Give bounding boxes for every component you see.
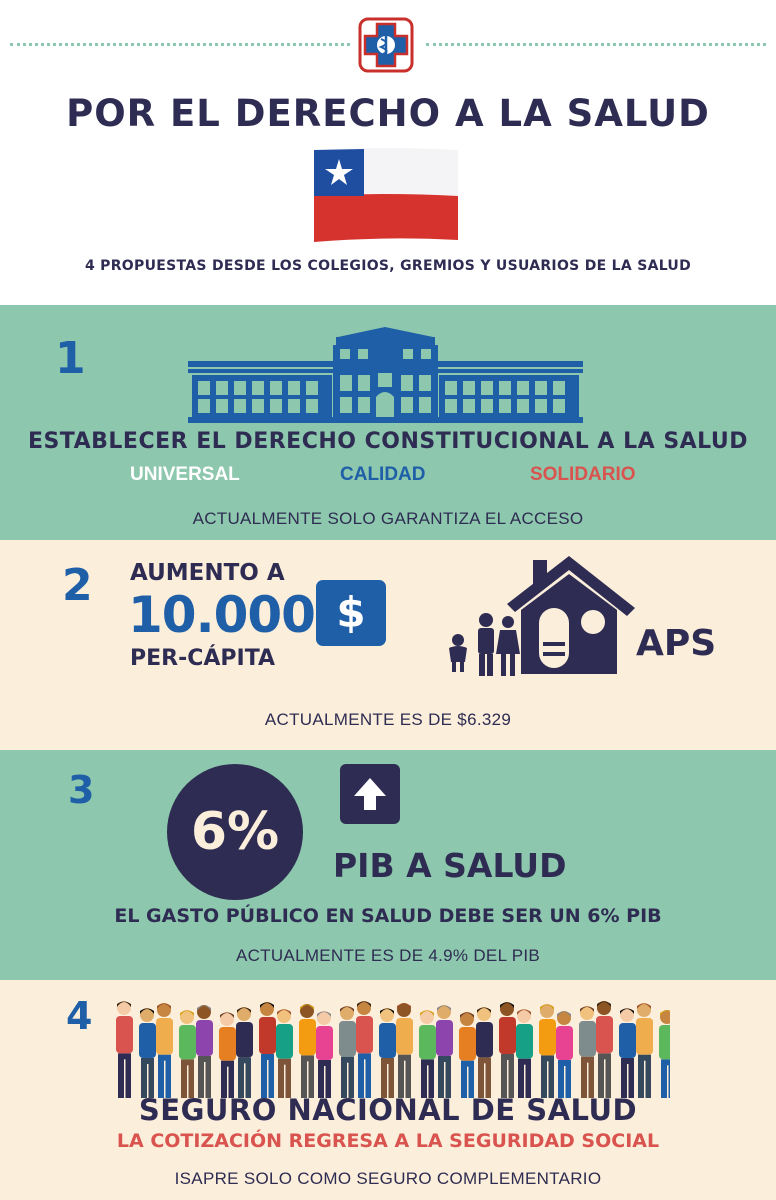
crowd-person-icon (579, 1006, 596, 1098)
proposal-4-subtitle: LA COTIZACIÓN REGRESA A LA SEGURIDAD SOCIAL (116, 1130, 660, 1152)
proposal-2-line3: PER-CÁPITA (130, 646, 276, 671)
proposal-4-title: SEGURO NACIONAL DE SALUD (138, 1093, 638, 1127)
crowd-person-icon (236, 1007, 253, 1098)
proposal-1-title: ESTABLECER EL DERECHO CONSTITUCIONAL A LA SALUD (27, 429, 749, 454)
crowd-person-icon (219, 1012, 236, 1098)
proposal-1-section (0, 305, 776, 540)
crowd-person-icon (396, 1003, 413, 1098)
proposal-3-label: PIB A SALUD (333, 846, 567, 885)
crowd-person-icon (116, 1001, 133, 1098)
aps-label: APS (636, 623, 717, 664)
proposal-4-section (0, 980, 776, 1200)
crowd-person-icon (316, 1011, 333, 1098)
tag-universal: UNIVERSAL (130, 464, 240, 485)
proposal-2-number: 2 (62, 560, 93, 611)
crowd-person-icon (459, 1012, 476, 1098)
crowd-person-icon (156, 1003, 173, 1098)
dotted-divider-right (426, 43, 766, 46)
crowd-icon (106, 992, 670, 1102)
proposal-3-note: ACTUALMENTE ES DE 4.9% DEL PIB (235, 946, 541, 965)
dotted-divider-left (10, 43, 350, 46)
crowd-person-icon (556, 1011, 573, 1098)
family-icon (444, 612, 524, 676)
crowd-person-icon (539, 1004, 556, 1098)
proposal-2-section (0, 540, 776, 750)
proposal-3-section (0, 750, 776, 980)
government-building-icon (188, 327, 583, 425)
page-title: POR EL DERECHO A LA SALUD (66, 92, 710, 135)
dollar-icon: $ (316, 580, 386, 646)
percent-circle: 6% (167, 764, 303, 900)
proposal-3-number: 3 (68, 768, 95, 812)
proposal-2-note: ACTUALMENTE ES DE $6.329 (264, 710, 512, 729)
proposal-1-note: ACTUALMENTE SOLO GARANTIZA EL ACCESO (192, 509, 584, 528)
crowd-person-icon (476, 1007, 493, 1098)
crowd-person-icon (179, 1010, 196, 1098)
crowd-person-icon (499, 1002, 516, 1098)
crowd-person-icon (139, 1008, 156, 1098)
proposal-4-note: ISAPRE SOLO COMO SEGURO COMPLEMENTARIO (174, 1169, 602, 1188)
chile-flag-icon (312, 146, 460, 244)
page-subtitle: 4 PROPUESTAS DESDE LOS COLEGIOS, GREMIOS Y USUARIOS DE LA SALUD (84, 258, 692, 274)
crowd-person-icon (356, 1001, 373, 1098)
crowd-person-icon (379, 1008, 396, 1098)
crowd-person-icon (419, 1010, 436, 1098)
crowd-person-icon (436, 1005, 453, 1098)
crowd-person-icon (619, 1008, 636, 1098)
proposal-2-amount: 10.000 (128, 586, 315, 644)
tag-solidario: SOLIDARIO (530, 464, 636, 485)
proposal-1-number: 1 (55, 333, 86, 384)
arrow-up-icon (340, 764, 400, 824)
crowd-person-icon (259, 1002, 276, 1098)
crowd-person-icon (659, 1010, 670, 1098)
crowd-person-icon (196, 1005, 213, 1098)
crowd-person-icon (516, 1009, 533, 1098)
tag-calidad: CALIDAD (340, 464, 426, 485)
medical-cross-logo-icon (357, 16, 415, 74)
crowd-person-icon (276, 1009, 293, 1098)
proposal-4-number: 4 (66, 994, 93, 1038)
crowd-person-icon (636, 1003, 653, 1098)
proposal-2-line1: AUMENTO A (130, 560, 285, 586)
proposal-3-statement: EL GASTO PÚBLICO EN SALUD DEBE SER UN 6% PIB (114, 905, 662, 927)
crowd-person-icon (596, 1001, 613, 1098)
crowd-person-icon (339, 1006, 356, 1098)
crowd-person-icon (299, 1004, 316, 1098)
